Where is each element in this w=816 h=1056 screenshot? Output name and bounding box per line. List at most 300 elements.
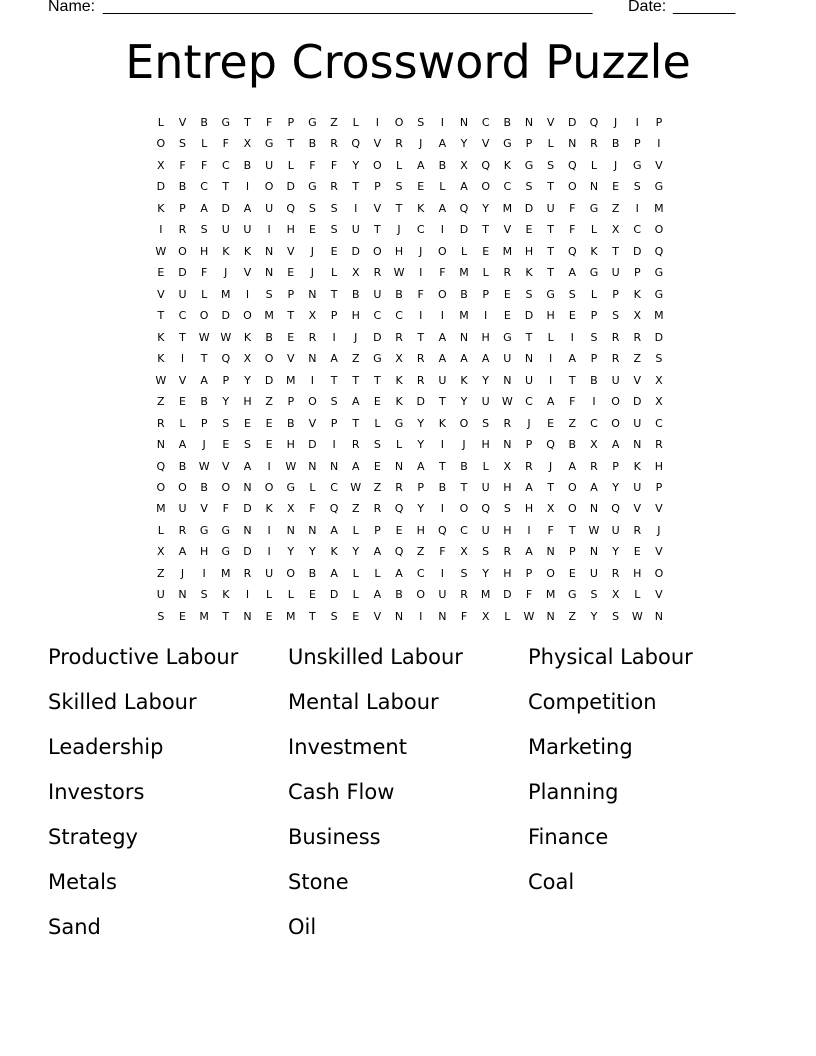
grid-letter[interactable]: U — [503, 352, 512, 366]
grid-letter[interactable]: N — [308, 287, 317, 301]
grid-letter[interactable]: Q — [546, 438, 555, 452]
grid-letter[interactable]: R — [503, 266, 512, 280]
grid-letter[interactable]: R — [633, 330, 642, 344]
grid-letter[interactable]: L — [157, 523, 164, 537]
grid-letter[interactable]: E — [547, 416, 555, 430]
grid-letter[interactable]: S — [460, 566, 468, 580]
grid-letter[interactable]: O — [416, 588, 426, 602]
grid-letter[interactable]: X — [243, 137, 252, 151]
grid-letter[interactable]: R — [525, 459, 533, 473]
grid-letter[interactable]: U — [221, 223, 230, 237]
grid-letter[interactable]: Y — [612, 545, 619, 559]
grid-letter[interactable]: X — [655, 395, 663, 409]
grid-letter[interactable]: O — [308, 395, 317, 409]
grid-letter[interactable]: D — [633, 395, 642, 409]
grid-letter[interactable]: L — [331, 266, 338, 280]
grid-letter[interactable]: X — [157, 158, 165, 172]
grid-letter[interactable]: T — [547, 180, 554, 194]
grid-letter[interactable]: R — [395, 330, 403, 344]
grid-letter[interactable]: D — [221, 309, 231, 323]
grid-letter[interactable]: A — [178, 438, 187, 452]
grid-letter[interactable]: N — [264, 266, 274, 280]
grid-letter[interactable]: O — [264, 480, 274, 494]
grid-letter[interactable]: H — [503, 523, 512, 537]
grid-letter[interactable]: R — [460, 588, 468, 602]
grid-letter[interactable]: F — [200, 266, 208, 280]
grid-letter[interactable]: Y — [417, 416, 425, 430]
grid-letter[interactable]: A — [525, 480, 533, 494]
grid-letter[interactable]: T — [244, 116, 251, 129]
grid-letter[interactable]: X — [590, 438, 598, 452]
grid-letter[interactable]: F — [525, 588, 533, 602]
grid-letter[interactable]: I — [245, 287, 250, 301]
grid-letter[interactable]: X — [243, 352, 252, 366]
grid-letter[interactable]: U — [546, 201, 555, 215]
grid-letter[interactable]: M — [459, 266, 469, 280]
grid-letter[interactable]: C — [330, 480, 338, 494]
grid-letter[interactable]: T — [157, 309, 165, 323]
grid-letter[interactable]: P — [590, 309, 598, 323]
grid-letter[interactable]: X — [655, 373, 663, 387]
grid-letter[interactable]: P — [525, 137, 533, 151]
grid-letter[interactable]: R — [590, 459, 598, 473]
grid-letter[interactable]: L — [374, 566, 381, 580]
grid-letter[interactable]: H — [286, 223, 295, 237]
grid-letter[interactable]: L — [352, 588, 359, 602]
grid-letter[interactable]: A — [373, 545, 382, 559]
grid-letter[interactable]: D — [351, 244, 360, 258]
grid-letter[interactable]: N — [178, 588, 187, 602]
grid-letter[interactable]: Q — [221, 352, 231, 366]
grid-letter[interactable]: O — [611, 416, 620, 430]
grid-letter[interactable]: I — [419, 266, 423, 280]
grid-letter[interactable]: V — [546, 116, 555, 129]
grid-letter[interactable]: H — [524, 244, 534, 258]
grid-letter[interactable]: F — [569, 223, 576, 237]
grid-letter[interactable]: S — [568, 287, 576, 301]
grid-letter[interactable]: B — [395, 287, 403, 301]
grid-letter[interactable]: E — [352, 609, 360, 623]
grid-letter[interactable]: P — [330, 416, 338, 430]
grid-letter[interactable]: U — [481, 395, 490, 409]
grid-letter[interactable]: I — [635, 116, 639, 129]
grid-letter[interactable]: K — [157, 330, 165, 344]
grid-letter[interactable]: R — [503, 545, 512, 559]
grid-letter[interactable]: I — [440, 566, 444, 580]
grid-letter[interactable]: Q — [654, 244, 664, 258]
grid-letter[interactable]: B — [286, 416, 295, 430]
grid-letter[interactable]: Z — [157, 566, 165, 580]
grid-letter[interactable]: U — [611, 266, 620, 280]
date-field[interactable]: _______ — [673, 0, 736, 15]
grid-letter[interactable]: I — [592, 395, 596, 409]
name-field[interactable]: _______________________________________________________ — [103, 0, 593, 15]
grid-letter[interactable]: R — [330, 137, 338, 151]
grid-letter[interactable]: I — [267, 545, 271, 559]
grid-letter[interactable]: R — [373, 266, 382, 280]
grid-letter[interactable]: Q — [481, 158, 490, 172]
grid-letter[interactable]: D — [459, 223, 469, 237]
grid-letter[interactable]: I — [354, 201, 358, 215]
grid-letter[interactable]: V — [178, 373, 187, 387]
grid-letter[interactable]: O — [199, 309, 209, 323]
grid-letter[interactable]: F — [569, 201, 576, 215]
grid-letter[interactable]: F — [200, 158, 208, 172]
grid-letter[interactable]: Q — [394, 502, 404, 516]
grid-letter[interactable]: I — [419, 309, 423, 323]
grid-letter[interactable]: G — [503, 330, 512, 344]
grid-letter[interactable]: X — [395, 352, 403, 366]
grid-letter[interactable]: A — [460, 352, 468, 366]
grid-letter[interactable]: W — [350, 480, 362, 494]
grid-letter[interactable]: D — [633, 244, 642, 258]
grid-letter[interactable]: O — [264, 352, 274, 366]
grid-letter[interactable]: C — [221, 158, 230, 172]
grid-letter[interactable]: B — [611, 137, 620, 151]
grid-letter[interactable]: T — [417, 330, 425, 344]
grid-letter[interactable]: O — [221, 480, 231, 494]
grid-letter[interactable]: Z — [351, 352, 360, 366]
grid-letter[interactable]: A — [590, 480, 598, 494]
grid-letter[interactable]: P — [525, 566, 533, 580]
grid-letter[interactable]: Q — [438, 523, 447, 537]
grid-letter[interactable]: U — [438, 588, 447, 602]
grid-letter[interactable]: H — [243, 395, 252, 409]
grid-letter[interactable]: T — [395, 201, 403, 215]
grid-letter[interactable]: K — [590, 244, 598, 258]
grid-letter[interactable]: W — [523, 609, 535, 623]
grid-letter[interactable]: P — [482, 287, 489, 301]
grid-letter[interactable]: T — [374, 373, 381, 387]
grid-letter[interactable]: A — [330, 352, 338, 366]
grid-letter[interactable]: H — [503, 566, 512, 580]
grid-letter[interactable]: U — [351, 223, 360, 237]
grid-letter[interactable]: M — [221, 287, 231, 301]
grid-letter[interactable]: U — [178, 502, 187, 516]
grid-letter[interactable]: E — [503, 287, 511, 301]
grid-letter[interactable]: E — [308, 223, 316, 237]
grid-letter[interactable]: T — [438, 395, 446, 409]
grid-letter[interactable]: Q — [481, 502, 490, 516]
grid-letter[interactable]: Y — [244, 373, 251, 387]
grid-letter[interactable]: U — [481, 480, 490, 494]
grid-letter[interactable]: X — [503, 459, 512, 473]
grid-letter[interactable]: H — [524, 502, 534, 516]
grid-letter[interactable]: C — [416, 223, 425, 237]
grid-letter[interactable]: J — [202, 438, 206, 452]
grid-letter[interactable]: O — [178, 480, 187, 494]
grid-letter[interactable]: J — [397, 223, 401, 237]
grid-letter[interactable]: E — [633, 545, 641, 559]
grid-letter[interactable]: H — [200, 545, 209, 559]
grid-letter[interactable]: T — [547, 266, 554, 280]
grid-letter[interactable]: X — [546, 502, 555, 516]
grid-letter[interactable]: T — [287, 137, 295, 151]
grid-letter[interactable]: S — [178, 137, 186, 151]
grid-letter[interactable]: U — [373, 287, 382, 301]
grid-letter[interactable]: I — [635, 201, 639, 215]
grid-letter[interactable]: A — [373, 588, 382, 602]
grid-letter[interactable]: S — [547, 158, 555, 172]
grid-letter[interactable]: G — [308, 180, 317, 194]
grid-letter[interactable]: V — [373, 609, 382, 623]
grid-letter[interactable]: K — [633, 287, 641, 301]
grid-letter[interactable]: K — [222, 244, 230, 258]
grid-letter[interactable]: L — [266, 588, 273, 602]
grid-letter[interactable]: I — [180, 352, 185, 366]
grid-letter[interactable]: K — [265, 502, 273, 516]
grid-letter[interactable]: V — [655, 545, 663, 559]
grid-letter[interactable]: A — [568, 266, 577, 280]
grid-letter[interactable]: T — [568, 523, 576, 537]
grid-letter[interactable]: K — [157, 352, 165, 366]
grid-letter[interactable]: L — [201, 137, 208, 151]
grid-letter[interactable]: J — [354, 330, 358, 344]
grid-letter[interactable]: R — [157, 416, 165, 430]
grid-letter[interactable]: I — [267, 459, 271, 473]
grid-letter[interactable]: M — [502, 244, 513, 258]
grid-letter[interactable]: W — [198, 330, 210, 344]
grid-letter[interactable]: T — [200, 352, 208, 366]
grid-letter[interactable]: A — [438, 352, 447, 366]
grid-letter[interactable]: O — [611, 395, 620, 409]
grid-letter[interactable]: S — [395, 180, 403, 194]
grid-letter[interactable]: S — [482, 416, 490, 430]
grid-letter[interactable]: Q — [611, 502, 620, 516]
grid-letter[interactable]: E — [308, 588, 316, 602]
grid-letter[interactable]: Y — [482, 201, 490, 215]
grid-letter[interactable]: J — [549, 459, 553, 473]
grid-letter[interactable]: J — [310, 266, 315, 280]
grid-letter[interactable]: S — [243, 438, 251, 452]
grid-letter[interactable]: E — [265, 609, 273, 623]
grid-letter[interactable]: L — [634, 588, 641, 602]
grid-letter[interactable]: H — [546, 309, 555, 323]
grid-letter[interactable]: L — [590, 158, 598, 172]
grid-letter[interactable]: M — [502, 201, 513, 215]
grid-letter[interactable]: N — [503, 373, 512, 387]
grid-letter[interactable]: J — [310, 244, 315, 258]
grid-letter[interactable]: I — [570, 330, 574, 344]
grid-letter[interactable]: P — [568, 545, 576, 559]
grid-letter[interactable]: E — [179, 609, 186, 623]
grid-letter[interactable]: L — [352, 116, 359, 129]
grid-letter[interactable]: W — [155, 373, 167, 387]
grid-letter[interactable]: F — [222, 502, 229, 516]
grid-letter[interactable]: U — [481, 523, 490, 537]
grid-letter[interactable]: B — [265, 330, 273, 344]
grid-letter[interactable]: W — [155, 244, 167, 258]
grid-letter[interactable]: N — [394, 459, 404, 473]
grid-letter[interactable]: T — [612, 244, 619, 258]
grid-letter[interactable]: U — [611, 373, 620, 387]
grid-letter[interactable]: P — [590, 352, 598, 366]
grid-letter[interactable]: P — [655, 116, 663, 129]
grid-letter[interactable]: P — [633, 137, 641, 151]
grid-letter[interactable]: C — [590, 416, 598, 430]
grid-letter[interactable]: P — [179, 201, 186, 215]
grid-letter[interactable]: A — [243, 201, 252, 215]
grid-letter[interactable]: A — [330, 523, 338, 537]
grid-letter[interactable]: T — [547, 223, 554, 237]
grid-letter[interactable]: D — [373, 330, 382, 344]
grid-letter[interactable]: O — [156, 480, 166, 494]
grid-letter[interactable]: K — [243, 244, 252, 258]
grid-letter[interactable]: L — [201, 287, 208, 301]
grid-letter[interactable]: G — [633, 158, 642, 172]
grid-letter[interactable]: K — [395, 395, 403, 409]
grid-letter[interactable]: A — [416, 459, 425, 473]
grid-letter[interactable]: B — [308, 566, 317, 580]
grid-letter[interactable]: C — [525, 395, 533, 409]
grid-letter[interactable]: V — [287, 244, 295, 258]
grid-letter[interactable]: L — [590, 223, 598, 237]
grid-letter[interactable]: P — [374, 180, 381, 194]
grid-letter[interactable]: D — [568, 116, 577, 129]
grid-letter[interactable]: X — [633, 309, 642, 323]
grid-letter[interactable]: E — [612, 180, 620, 194]
grid-letter[interactable]: V — [633, 502, 642, 516]
grid-letter[interactable]: V — [222, 459, 230, 473]
grid-letter[interactable]: I — [419, 609, 423, 623]
grid-letter[interactable]: K — [633, 459, 641, 473]
grid-letter[interactable]: V — [373, 137, 382, 151]
grid-letter[interactable]: B — [438, 480, 447, 494]
grid-letter[interactable]: U — [265, 201, 274, 215]
grid-letter[interactable]: D — [221, 201, 231, 215]
grid-letter[interactable]: G — [308, 116, 317, 129]
grid-letter[interactable]: T — [222, 609, 230, 623]
grid-letter[interactable]: R — [395, 137, 403, 151]
grid-letter[interactable]: N — [459, 116, 469, 129]
grid-letter[interactable]: O — [459, 416, 469, 430]
grid-letter[interactable]: O — [567, 502, 577, 516]
grid-letter[interactable]: G — [373, 352, 382, 366]
grid-letter[interactable]: D — [524, 309, 534, 323]
grid-letter[interactable]: F — [439, 266, 446, 280]
grid-letter[interactable]: O — [373, 244, 382, 258]
grid-letter[interactable]: V — [633, 373, 642, 387]
grid-letter[interactable]: D — [243, 545, 252, 559]
grid-letter[interactable]: K — [460, 373, 468, 387]
grid-letter[interactable]: R — [178, 223, 187, 237]
grid-letter[interactable]: H — [286, 438, 295, 452]
grid-letter[interactable]: H — [416, 523, 425, 537]
grid-letter[interactable]: U — [178, 287, 187, 301]
grid-letter[interactable]: S — [525, 287, 533, 301]
grid-letter[interactable]: I — [267, 223, 271, 237]
grid-letter[interactable]: L — [395, 158, 403, 172]
grid-letter[interactable]: Z — [157, 395, 165, 409]
grid-letter[interactable]: M — [654, 201, 664, 215]
grid-letter[interactable]: S — [330, 609, 338, 623]
grid-letter[interactable]: P — [287, 395, 295, 409]
grid-letter[interactable]: L — [482, 459, 489, 473]
grid-letter[interactable]: D — [329, 588, 339, 602]
grid-letter[interactable]: A — [200, 201, 208, 215]
grid-letter[interactable]: T — [287, 309, 295, 323]
grid-letter[interactable]: H — [200, 244, 209, 258]
grid-letter[interactable]: I — [549, 352, 553, 366]
grid-letter[interactable]: Q — [394, 545, 404, 559]
grid-letter[interactable]: M — [286, 373, 296, 387]
grid-letter[interactable]: B — [395, 588, 403, 602]
grid-letter[interactable]: N — [243, 523, 252, 537]
grid-letter[interactable]: L — [287, 588, 294, 602]
grid-letter[interactable]: N — [589, 180, 599, 194]
grid-letter[interactable]: A — [438, 330, 447, 344]
grid-letter[interactable]: W — [198, 459, 210, 473]
grid-letter[interactable]: E — [265, 416, 273, 430]
grid-letter[interactable]: Y — [460, 137, 468, 151]
grid-letter[interactable]: Z — [611, 201, 620, 215]
grid-letter[interactable]: B — [460, 459, 468, 473]
grid-letter[interactable]: A — [243, 459, 252, 473]
grid-letter[interactable]: D — [524, 201, 534, 215]
grid-letter[interactable]: N — [286, 523, 295, 537]
grid-letter[interactable]: N — [524, 352, 534, 366]
grid-letter[interactable]: I — [375, 116, 380, 129]
grid-letter[interactable]: O — [459, 502, 469, 516]
grid-letter[interactable]: W — [501, 395, 513, 409]
grid-letter[interactable]: N — [308, 523, 317, 537]
grid-letter[interactable]: N — [243, 609, 252, 623]
grid-letter[interactable]: J — [180, 566, 185, 580]
grid-letter[interactable]: M — [545, 588, 556, 602]
grid-letter[interactable]: K — [395, 373, 403, 387]
grid-letter[interactable]: C — [633, 223, 642, 237]
grid-letter[interactable]: J — [613, 116, 618, 129]
grid-letter[interactable]: L — [352, 523, 359, 537]
grid-letter[interactable]: A — [200, 373, 208, 387]
grid-letter[interactable]: U — [589, 566, 598, 580]
grid-letter[interactable]: K — [157, 201, 165, 215]
grid-letter[interactable]: G — [221, 523, 231, 537]
grid-letter[interactable]: C — [481, 116, 490, 129]
grid-letter[interactable]: U — [438, 373, 447, 387]
grid-letter[interactable]: S — [633, 180, 641, 194]
grid-letter[interactable]: E — [525, 223, 533, 237]
grid-letter[interactable]: B — [460, 287, 468, 301]
grid-letter[interactable]: J — [224, 266, 228, 280]
grid-letter[interactable]: L — [287, 158, 294, 172]
grid-letter[interactable]: G — [589, 266, 599, 280]
grid-letter[interactable]: F — [309, 502, 316, 516]
grid-letter[interactable]: X — [611, 588, 620, 602]
grid-letter[interactable]: D — [264, 373, 274, 387]
grid-letter[interactable]: L — [374, 416, 381, 430]
grid-letter[interactable]: S — [222, 416, 230, 430]
grid-letter[interactable]: H — [503, 480, 512, 494]
grid-letter[interactable]: M — [156, 502, 166, 516]
grid-letter[interactable]: Z — [330, 116, 338, 129]
grid-letter[interactable]: U — [265, 566, 274, 580]
grid-letter[interactable]: I — [440, 309, 444, 323]
grid-letter[interactable]: B — [351, 287, 360, 301]
grid-letter[interactable]: P — [633, 266, 641, 280]
grid-letter[interactable]: R — [611, 352, 620, 366]
grid-letter[interactable]: R — [503, 416, 512, 430]
grid-letter[interactable]: U — [633, 480, 642, 494]
grid-letter[interactable]: N — [654, 609, 664, 623]
grid-letter[interactable]: Z — [373, 480, 382, 494]
grid-letter[interactable]: T — [352, 416, 360, 430]
grid-letter[interactable]: Z — [568, 416, 577, 430]
grid-letter[interactable]: V — [243, 266, 252, 280]
grid-letter[interactable]: Y — [612, 480, 619, 494]
grid-letter[interactable]: Y — [417, 502, 425, 516]
grid-letter[interactable]: P — [612, 459, 619, 473]
